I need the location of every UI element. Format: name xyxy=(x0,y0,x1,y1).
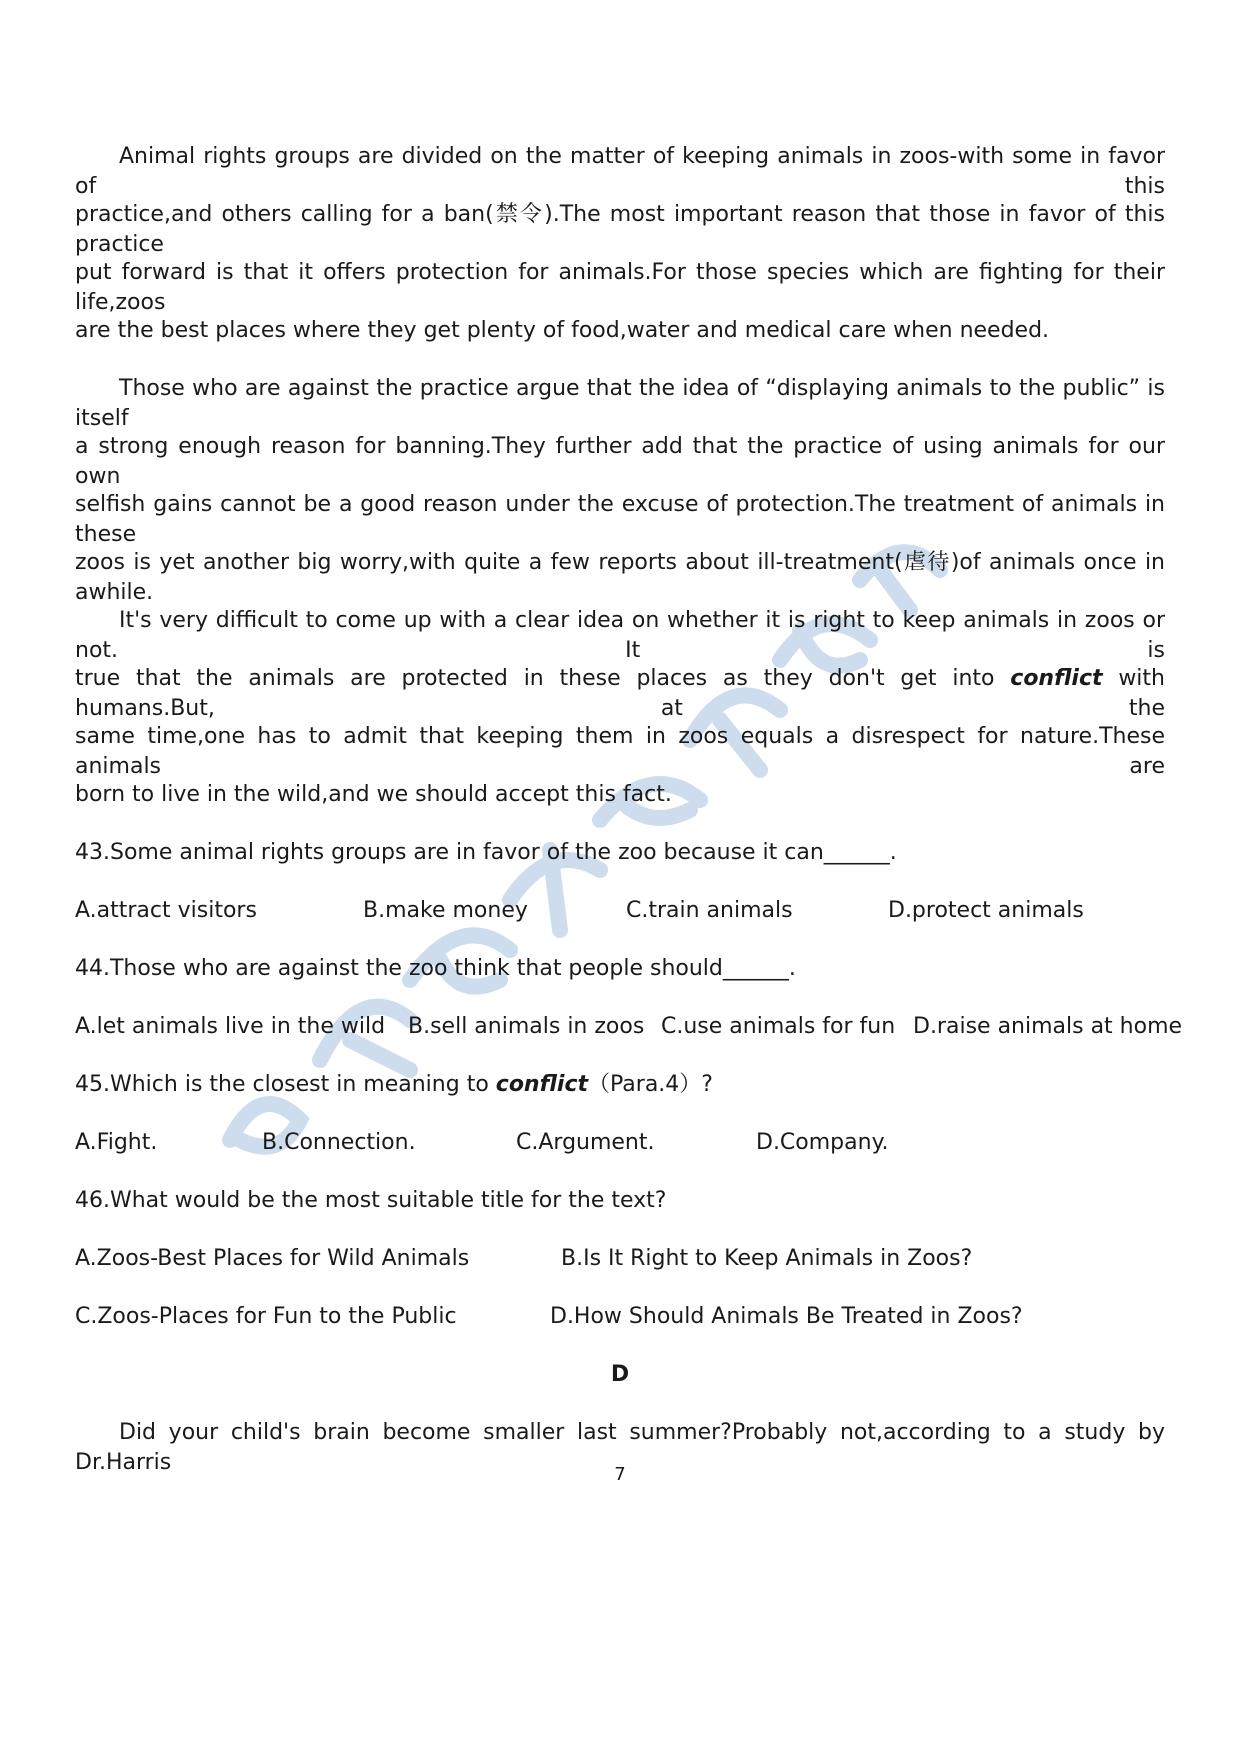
question-46-option-a: A.Zoos-Best Places for Wild Animals xyxy=(75,1246,470,1271)
question-45-keyword-conflict: conflict xyxy=(495,1072,589,1097)
question-46-option-d: D.How Should Animals Be Treated in Zoos? xyxy=(550,1304,1023,1329)
keyword-conflict: conflict xyxy=(1010,666,1103,691)
passage-p2-line2: a strong enough reason for banning.They further add that the practice of using animals for our own xyxy=(75,434,1165,489)
question-45-stem xyxy=(75,1070,1165,1100)
question-45-option-c: C.Argument. xyxy=(516,1130,655,1155)
question-45-option-d: D.Company. xyxy=(756,1130,889,1155)
passage-p3-line2-post: with humans.But, at the xyxy=(75,666,1165,721)
page-number: 7 xyxy=(614,1464,626,1485)
section-heading-d: D xyxy=(610,1362,630,1387)
passage-p3-line4: born to live in the wild,and we should accept this fact. xyxy=(75,782,672,807)
passage-p2-line3: selfish gains cannot be a good reason under the excuse of protection.The treatment of animals in these xyxy=(75,492,1165,547)
question-44-option-d: D.raise animals at home xyxy=(913,1014,1183,1039)
passage-p1-line3: put forward is that it offers protection for animals.For those species which are fighting for their life,zoos xyxy=(75,260,1165,315)
passage-p1-line2: practice,and others calling for a ban(禁令).The most important reason that those in favor of this practice xyxy=(75,202,1165,257)
section-d-line1: Did your child's brain become smaller last summer?Probably not,according to a study by Dr.Harris xyxy=(75,1420,1165,1475)
passage-p3-line2 xyxy=(75,664,1165,724)
question-46-option-c: C.Zoos-Places for Fun to the Public xyxy=(75,1304,457,1329)
question-45-option-b: B.Connection. xyxy=(262,1130,416,1155)
question-44-stem: 44.Those who are against the zoo think that people should______. xyxy=(75,956,796,981)
passage-p1-line1: Animal rights groups are divided on the matter of keeping animals in zoos-with some in favor of this xyxy=(75,144,1165,199)
question-45-option-a: A.Fight. xyxy=(75,1130,158,1155)
question-46-stem: 46.What would be the most suitable title for the text? xyxy=(75,1188,667,1213)
passage-p3-line2-pre: true that the animals are protected in these places as they don't get into xyxy=(75,666,1011,691)
question-45-stem-post: （Para.4）? xyxy=(588,1072,713,1097)
question-43-option-a: A.attract visitors xyxy=(75,898,257,923)
passage-p2-line1: Those who are against the practice argue that the idea of “displaying animals to the public” is itself xyxy=(75,376,1165,431)
question-43-option-c: C.train animals xyxy=(626,898,793,923)
question-44-option-c: C.use animals for fun xyxy=(661,1014,896,1039)
passage-p2-line4: zoos is yet another big worry,with quite a few reports about ill-treatment(虐待)of animals once in awhile. xyxy=(75,550,1165,605)
question-46-option-b: B.Is It Right to Keep Animals in Zoos? xyxy=(561,1246,973,1271)
question-44-option-a: A.let animals live in the wild xyxy=(75,1014,386,1039)
passage-p1-line4: are the best places where they get plenty of food,water and medical care when needed. xyxy=(75,318,1050,343)
question-45-stem-pre: 45.Which is the closest in meaning to xyxy=(75,1072,496,1097)
question-43-option-b: B.make money xyxy=(363,898,528,923)
passage-p3-line3: same time,one has to admit that keeping them in zoos equals a disrespect for nature.These animals are xyxy=(75,724,1165,779)
passage-p3-line1: It's very difficult to come up with a clear idea on whether it is right to keep animals in zoos or not. It is xyxy=(75,608,1165,663)
question-43-stem: 43.Some animal rights groups are in favor of the zoo because it can______. xyxy=(75,840,897,865)
question-44-option-b: B.sell animals in zoos xyxy=(408,1014,645,1039)
question-43-option-d: D.protect animals xyxy=(888,898,1084,923)
